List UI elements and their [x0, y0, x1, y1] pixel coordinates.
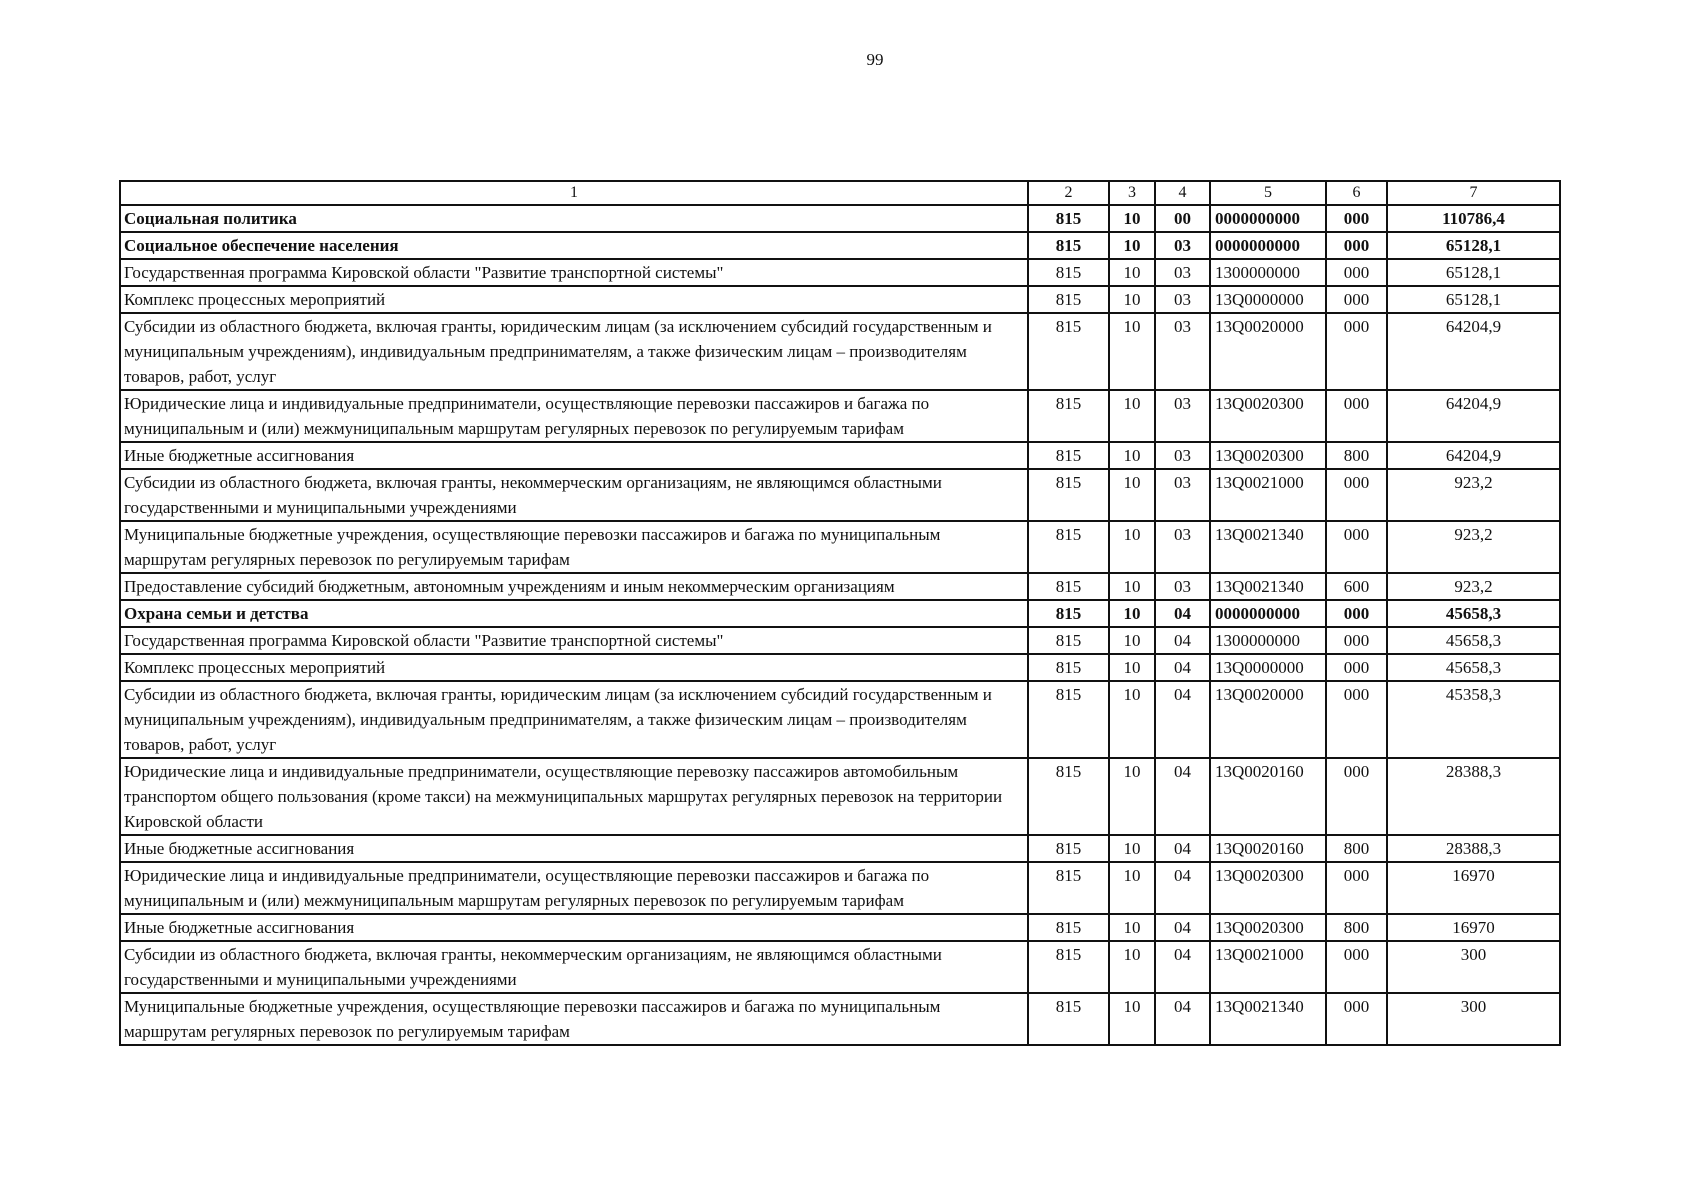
cell-section: 10 [1109, 914, 1155, 941]
cell-section: 10 [1109, 521, 1155, 573]
header-cell-expense-type: 6 [1326, 181, 1387, 205]
cell-subsection: 04 [1155, 681, 1210, 758]
cell-target-article: 13Q0020000 [1210, 681, 1326, 758]
cell-expense-type: 000 [1326, 993, 1387, 1045]
table-row [120, 627, 1560, 654]
cell-expense-type: 000 [1326, 862, 1387, 914]
cell-expense-type: 000 [1326, 681, 1387, 758]
cell-name: Комплекс процессных мероприятий [120, 286, 1028, 313]
cell-ministry: 815 [1028, 390, 1109, 442]
cell-name: Юридические лица и индивидуальные предприниматели, осуществляющие перевозки пассажиров и багажа по муниципальным и (или) межмуниципальным маршрутам регулярных перевозок по регулируемым тарифам [120, 390, 1028, 442]
cell-ministry: 815 [1028, 286, 1109, 313]
cell-name: Социальное обеспечение населения [120, 232, 1028, 259]
cell-name: Государственная программа Кировской области "Развитие транспортной системы" [120, 627, 1028, 654]
cell-name: Иные бюджетные ассигнования [120, 914, 1028, 941]
cell-target-article: 13Q0021000 [1210, 469, 1326, 521]
cell-section: 10 [1109, 862, 1155, 914]
cell-subsection: 04 [1155, 914, 1210, 941]
cell-target-article: 0000000000 [1210, 205, 1326, 232]
cell-name: Юридические лица и индивидуальные предприниматели, осуществляющие перевозку пассажиров автомобильным транспортом общего пользования (кроме такси) на межмуниципальных маршрутах регулярных перевозок на территории Кировской области [120, 758, 1028, 835]
cell-amount: 65128,1 [1387, 232, 1560, 259]
cell-subsection: 04 [1155, 862, 1210, 914]
table-row [120, 442, 1560, 469]
cell-section: 10 [1109, 232, 1155, 259]
cell-ministry: 815 [1028, 835, 1109, 862]
cell-section: 10 [1109, 654, 1155, 681]
cell-section: 10 [1109, 390, 1155, 442]
header-cell-section: 3 [1109, 181, 1155, 205]
cell-section: 10 [1109, 259, 1155, 286]
cell-expense-type: 000 [1326, 627, 1387, 654]
cell-section: 10 [1109, 286, 1155, 313]
cell-amount: 45658,3 [1387, 654, 1560, 681]
cell-section: 10 [1109, 600, 1155, 627]
cell-expense-type: 600 [1326, 573, 1387, 600]
cell-target-article: 0000000000 [1210, 600, 1326, 627]
cell-name: Муниципальные бюджетные учреждения, осуществляющие перевозки пассажиров и багажа по муниципальным маршрутам регулярных перевозок по регулируемым тарифам [120, 521, 1028, 573]
table-row [120, 835, 1560, 862]
cell-amount: 923,2 [1387, 573, 1560, 600]
header-row [120, 181, 1560, 205]
cell-ministry: 815 [1028, 758, 1109, 835]
cell-expense-type: 000 [1326, 941, 1387, 993]
cell-amount: 923,2 [1387, 521, 1560, 573]
cell-target-article: 13Q0000000 [1210, 654, 1326, 681]
cell-section: 10 [1109, 681, 1155, 758]
cell-target-article: 13Q0020300 [1210, 914, 1326, 941]
cell-ministry: 815 [1028, 573, 1109, 600]
cell-expense-type: 000 [1326, 654, 1387, 681]
cell-ministry: 815 [1028, 205, 1109, 232]
table-row [120, 390, 1560, 442]
cell-target-article: 13Q0020300 [1210, 862, 1326, 914]
cell-ministry: 815 [1028, 627, 1109, 654]
table-row [120, 521, 1560, 573]
cell-ministry: 815 [1028, 313, 1109, 390]
page-number: 99 [866, 50, 884, 69]
cell-expense-type: 000 [1326, 521, 1387, 573]
cell-subsection: 04 [1155, 600, 1210, 627]
cell-section: 10 [1109, 941, 1155, 993]
table-row [120, 286, 1560, 313]
header-cell-amount: 7 [1387, 181, 1560, 205]
table-row [120, 205, 1560, 232]
cell-subsection: 00 [1155, 205, 1210, 232]
cell-subsection: 03 [1155, 390, 1210, 442]
cell-subsection: 03 [1155, 286, 1210, 313]
header-cell-target-article: 5 [1210, 181, 1326, 205]
cell-amount: 64204,9 [1387, 390, 1560, 442]
cell-target-article: 1300000000 [1210, 627, 1326, 654]
header-cell-name: 1 [120, 181, 1028, 205]
cell-name: Субсидии из областного бюджета, включая гранты, юридическим лицам (за исключением субсидий государственным и муниципальным учреждениям), индивидуальным предпринимателям, а также физическим лицам – производителям товаров, работ, услуг [120, 313, 1028, 390]
cell-section: 10 [1109, 993, 1155, 1045]
cell-expense-type: 000 [1326, 259, 1387, 286]
cell-name: Юридические лица и индивидуальные предприниматели, осуществляющие перевозки пассажиров и багажа по муниципальным и (или) межмуниципальным маршрутам регулярных перевозок по регулируемым тарифам [120, 862, 1028, 914]
cell-section: 10 [1109, 758, 1155, 835]
cell-subsection: 03 [1155, 232, 1210, 259]
cell-expense-type: 800 [1326, 442, 1387, 469]
cell-name: Охрана семьи и детства [120, 600, 1028, 627]
cell-amount: 28388,3 [1387, 758, 1560, 835]
cell-amount: 110786,4 [1387, 205, 1560, 232]
cell-subsection: 04 [1155, 758, 1210, 835]
cell-section: 10 [1109, 835, 1155, 862]
cell-target-article: 13Q0020300 [1210, 442, 1326, 469]
table-row [120, 259, 1560, 286]
header-cell-subsection: 4 [1155, 181, 1210, 205]
cell-name: Иные бюджетные ассигнования [120, 835, 1028, 862]
cell-section: 10 [1109, 573, 1155, 600]
cell-amount: 300 [1387, 993, 1560, 1045]
cell-expense-type: 000 [1326, 390, 1387, 442]
cell-ministry: 815 [1028, 941, 1109, 993]
cell-subsection: 03 [1155, 521, 1210, 573]
cell-amount: 923,2 [1387, 469, 1560, 521]
table-row [120, 862, 1560, 914]
cell-target-article: 13Q0021340 [1210, 993, 1326, 1045]
cell-ministry: 815 [1028, 654, 1109, 681]
cell-ministry: 815 [1028, 469, 1109, 521]
table-row [120, 232, 1560, 259]
cell-name: Субсидии из областного бюджета, включая гранты, некоммерческим организациям, не являющимся областными государственными и муниципальными учреждениями [120, 941, 1028, 993]
table-row [120, 313, 1560, 390]
cell-expense-type: 000 [1326, 469, 1387, 521]
cell-target-article: 1300000000 [1210, 259, 1326, 286]
cell-name: Предоставление субсидий бюджетным, автономным учреждениям и иным некоммерческим организациям [120, 573, 1028, 600]
cell-ministry: 815 [1028, 862, 1109, 914]
cell-subsection: 03 [1155, 442, 1210, 469]
cell-section: 10 [1109, 469, 1155, 521]
cell-amount: 16970 [1387, 914, 1560, 941]
cell-target-article: 13Q0020160 [1210, 835, 1326, 862]
cell-amount: 65128,1 [1387, 286, 1560, 313]
cell-subsection: 04 [1155, 835, 1210, 862]
cell-target-article: 13Q0020300 [1210, 390, 1326, 442]
table-row [120, 600, 1560, 627]
cell-expense-type: 000 [1326, 758, 1387, 835]
table-row [120, 914, 1560, 941]
cell-amount: 45658,3 [1387, 600, 1560, 627]
cell-amount: 16970 [1387, 862, 1560, 914]
cell-name: Субсидии из областного бюджета, включая гранты, некоммерческим организациям, не являющимся областными государственными и муниципальными учреждениями [120, 469, 1028, 521]
cell-target-article: 13Q0021340 [1210, 521, 1326, 573]
cell-ministry: 815 [1028, 914, 1109, 941]
table-body [120, 181, 1560, 1045]
cell-expense-type: 000 [1326, 205, 1387, 232]
cell-name: Комплекс процессных мероприятий [120, 654, 1028, 681]
table-row [120, 681, 1560, 758]
cell-amount: 28388,3 [1387, 835, 1560, 862]
table-row [120, 941, 1560, 993]
cell-ministry: 815 [1028, 993, 1109, 1045]
cell-ministry: 815 [1028, 600, 1109, 627]
cell-name: Государственная программа Кировской области "Развитие транспортной системы" [120, 259, 1028, 286]
cell-ministry: 815 [1028, 232, 1109, 259]
cell-subsection: 04 [1155, 941, 1210, 993]
cell-section: 10 [1109, 627, 1155, 654]
cell-ministry: 815 [1028, 521, 1109, 573]
cell-amount: 45358,3 [1387, 681, 1560, 758]
header-cell-ministry: 2 [1028, 181, 1109, 205]
cell-subsection: 04 [1155, 654, 1210, 681]
cell-subsection: 04 [1155, 627, 1210, 654]
cell-name: Социальная политика [120, 205, 1028, 232]
cell-amount: 64204,9 [1387, 442, 1560, 469]
cell-ministry: 815 [1028, 259, 1109, 286]
table-row [120, 993, 1560, 1045]
cell-target-article: 13Q0021000 [1210, 941, 1326, 993]
cell-amount: 64204,9 [1387, 313, 1560, 390]
cell-expense-type: 000 [1326, 600, 1387, 627]
cell-section: 10 [1109, 313, 1155, 390]
cell-expense-type: 000 [1326, 313, 1387, 390]
budget-table [119, 180, 1561, 1046]
cell-target-article: 13Q0020160 [1210, 758, 1326, 835]
cell-target-article: 13Q0020000 [1210, 313, 1326, 390]
cell-expense-type: 800 [1326, 914, 1387, 941]
cell-name: Иные бюджетные ассигнования [120, 442, 1028, 469]
cell-target-article: 13Q0000000 [1210, 286, 1326, 313]
cell-subsection: 04 [1155, 993, 1210, 1045]
cell-amount: 300 [1387, 941, 1560, 993]
cell-subsection: 03 [1155, 313, 1210, 390]
table-row [120, 469, 1560, 521]
cell-section: 10 [1109, 205, 1155, 232]
cell-amount: 45658,3 [1387, 627, 1560, 654]
cell-target-article: 13Q0021340 [1210, 573, 1326, 600]
cell-name: Субсидии из областного бюджета, включая гранты, юридическим лицам (за исключением субсидий государственным и муниципальным учреждениям), индивидуальным предпринимателям, а также физическим лицам – производителям товаров, работ, услуг [120, 681, 1028, 758]
cell-subsection: 03 [1155, 573, 1210, 600]
cell-ministry: 815 [1028, 442, 1109, 469]
table-row [120, 654, 1560, 681]
cell-expense-type: 800 [1326, 835, 1387, 862]
cell-expense-type: 000 [1326, 286, 1387, 313]
cell-subsection: 03 [1155, 259, 1210, 286]
cell-ministry: 815 [1028, 681, 1109, 758]
cell-target-article: 0000000000 [1210, 232, 1326, 259]
cell-name: Муниципальные бюджетные учреждения, осуществляющие перевозки пассажиров и багажа по муниципальным маршрутам регулярных перевозок по регулируемым тарифам [120, 993, 1028, 1045]
cell-amount: 65128,1 [1387, 259, 1560, 286]
cell-subsection: 03 [1155, 469, 1210, 521]
cell-section: 10 [1109, 442, 1155, 469]
table-row [120, 758, 1560, 835]
cell-expense-type: 000 [1326, 232, 1387, 259]
table-row [120, 573, 1560, 600]
